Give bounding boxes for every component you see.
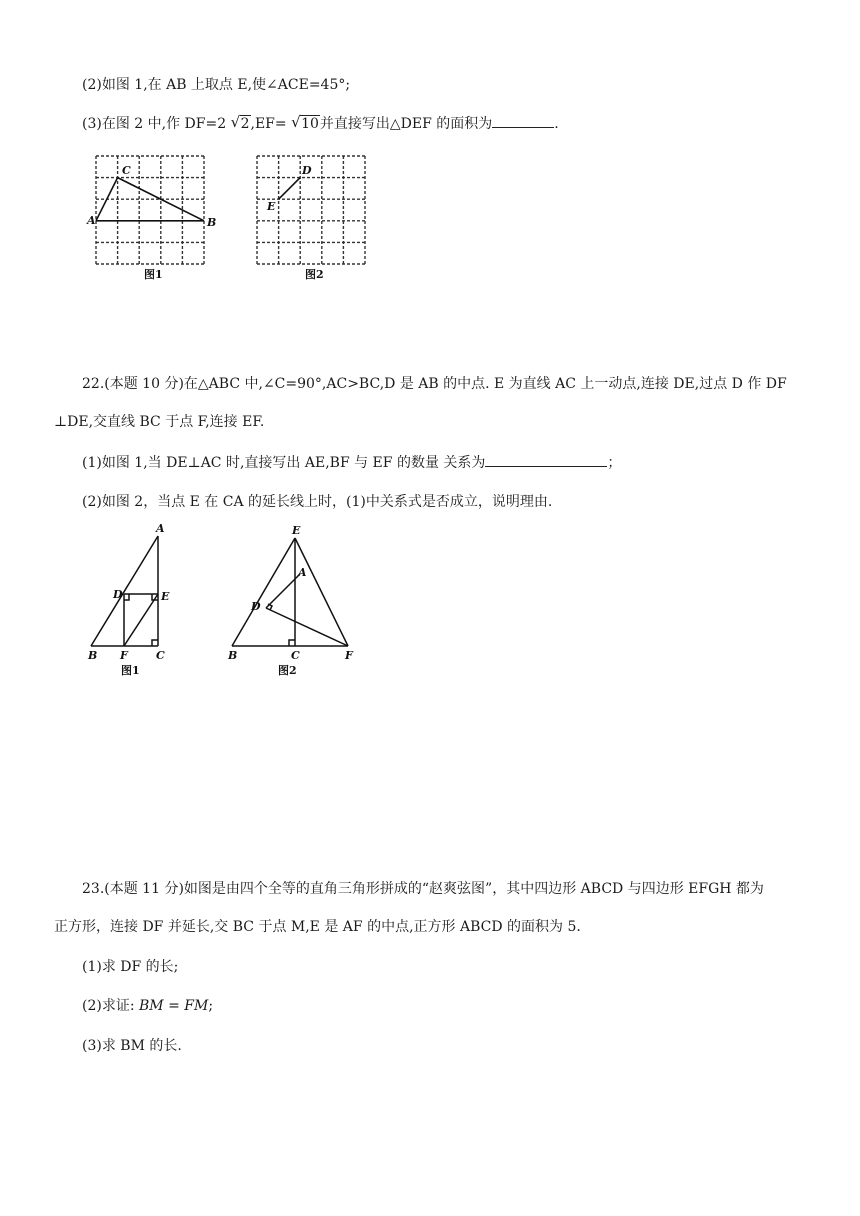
q21-part2 bbox=[82, 75, 350, 95]
label-e: E bbox=[267, 200, 276, 213]
q23-part3 bbox=[82, 1036, 182, 1056]
grid-1 bbox=[96, 156, 204, 264]
caption-fig2: 图2 bbox=[278, 664, 297, 677]
label-f: F bbox=[120, 649, 128, 662]
q21-figure-2 bbox=[253, 152, 373, 282]
label-a: A bbox=[298, 566, 307, 579]
label-d: D bbox=[302, 164, 312, 177]
q21-figure-1 bbox=[87, 152, 217, 282]
fig1-lines bbox=[91, 536, 158, 646]
q22-stem-text2: ⊥DE,交直线 BC 于点 F,连接 EF. bbox=[54, 414, 265, 430]
q23-part3-text: (3)求 BM 的长. bbox=[82, 1038, 182, 1054]
label-a: A bbox=[87, 214, 96, 227]
fig2-lines bbox=[232, 538, 348, 646]
q21-part3-suffix: 并直接写出△DEF 的面积为 bbox=[319, 116, 493, 132]
label-b: B bbox=[88, 649, 98, 662]
label-d: D bbox=[113, 588, 123, 601]
sqrt-10: √ 10 bbox=[291, 113, 319, 132]
label-c: C bbox=[156, 649, 165, 662]
segment-de bbox=[279, 178, 301, 200]
label-e: E bbox=[161, 590, 170, 603]
caption-fig1: 图1 bbox=[121, 664, 140, 677]
q23-stem-text2: 正方形，连接 DF 并延长,交 BC 于点 M,E 是 AF 的中点,正方形 ABCD 的面积为 5. bbox=[54, 919, 581, 935]
q23-formula: BM = FM bbox=[139, 998, 209, 1014]
q22-stem-text1: 22.(本题 10 分)在△ABC 中,∠C=90°,AC>BC,D 是 AB 的中点. E 为直线 AC 上一动点,连接 DE,过点 D 作 DF bbox=[82, 376, 787, 392]
label-e: E bbox=[292, 524, 301, 537]
q23-part1-text: (1)求 DF 的长; bbox=[82, 959, 179, 975]
sqrt-2: √ 2 bbox=[230, 113, 250, 132]
q21-part3-end: . bbox=[554, 116, 559, 132]
label-c: C bbox=[122, 164, 131, 177]
answer-blank bbox=[492, 113, 554, 128]
q23-part1 bbox=[82, 957, 178, 977]
q22-figure-1 bbox=[86, 522, 186, 682]
q23-stem-line1 bbox=[82, 879, 764, 899]
q21-part2-text: (2)如图 1,在 AB 上取点 E,使∠ACE=45°; bbox=[82, 77, 351, 93]
q22-part1-text: (1)如图 1,当 DE⊥AC 时,直接写出 AE,BF 与 EF 的数量 关系为 bbox=[82, 455, 486, 471]
label-b: B bbox=[207, 216, 217, 229]
q21-part3-mid: ,EF= bbox=[250, 116, 292, 132]
q23-part2-suffix: ; bbox=[208, 998, 214, 1014]
q22-stem-line1 bbox=[82, 374, 787, 394]
q22-part1 bbox=[82, 452, 621, 473]
q23-part2-prefix: (2)求证: bbox=[82, 998, 139, 1014]
label-f: F bbox=[345, 649, 353, 662]
answer-blank bbox=[485, 452, 607, 467]
label-c: C bbox=[291, 649, 300, 662]
caption-fig1: 图1 bbox=[144, 268, 163, 281]
label-d: D bbox=[251, 600, 261, 613]
label-b: B bbox=[228, 649, 238, 662]
q21-part3-prefix: (3)在图 2 中,作 DF=2 bbox=[82, 116, 231, 132]
q23-stem-text1: 23.(本题 11 分)如图是由四个全等的直角三角形拼成的“赵爽弦图”，其中四边形 ABCD 与四边形 EFGH 都为 bbox=[82, 881, 764, 897]
q21-part3 bbox=[82, 113, 559, 134]
q22-stem-line2 bbox=[54, 412, 264, 432]
q23-part2 bbox=[82, 996, 213, 1016]
q22-part1-suffix: ； bbox=[607, 455, 622, 471]
q22-part2-text: (2)如图 2，当点 E 在 CA 的延长线上时，(1)中关系式是否成立，说明理由. bbox=[82, 494, 553, 510]
label-a: A bbox=[156, 522, 165, 535]
q22-figure-2 bbox=[228, 524, 368, 682]
q22-part2 bbox=[82, 492, 552, 512]
q23-stem-line2 bbox=[54, 917, 581, 937]
caption-fig2: 图2 bbox=[305, 268, 324, 281]
